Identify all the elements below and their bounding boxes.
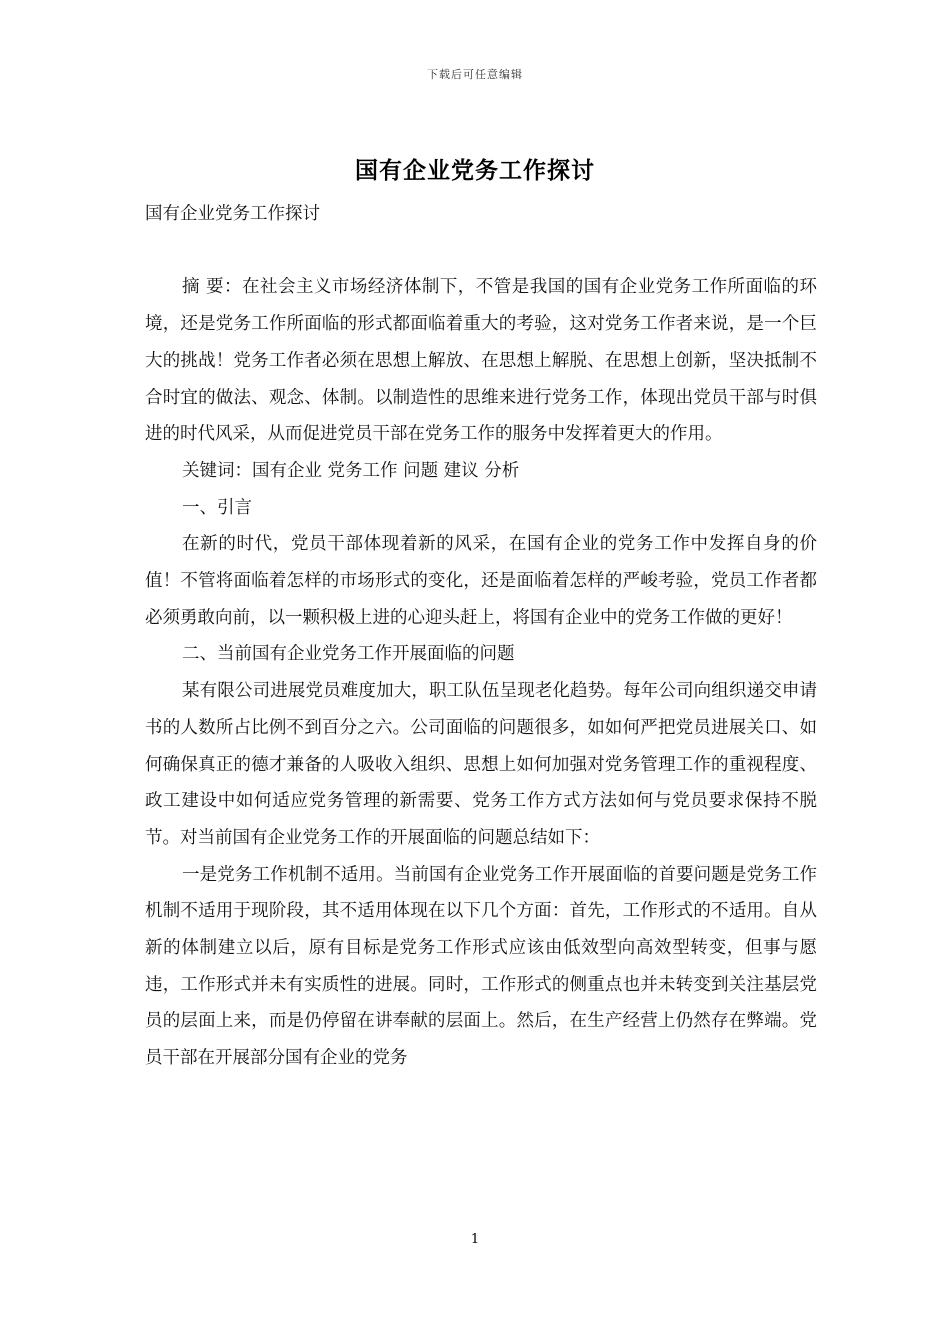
page-header-note: 下载后可任意编辑 <box>427 68 523 81</box>
keywords-paragraph: 关键词：国有企业 党务工作 问题 建议 分析 <box>182 460 520 481</box>
section-heading-introduction: 一、引言 <box>182 497 252 518</box>
problems-paragraph: 某有限公司进展党员难度加大，职工队伍呈现老化趋势。每年公司向组织递交申请书的人数所占比例不到百分之六。公司面临的问题很多，如如何严把党员进展关口、如何确保真正的德才兼备的人吸收入组织、思想上如何加强对党务管理工作的重视程度、政工建设中如何适应党务管理的新需要、党务工作方式方法如何与党员要求保持不脱节。对当前国有企业党务工作的开展面临的问题总结如下： <box>145 681 817 848</box>
document-title: 国有企业党务工作探讨 <box>355 157 595 184</box>
page-number: 1 <box>470 1232 480 1247</box>
document-subtitle: 国有企业党务工作探讨 <box>145 204 320 224</box>
document-body <box>145 196 817 1077</box>
abstract-paragraph: 摘 要：在社会主义市场经济体制下，不管是我国的国有企业党务工作所面临的环境，还是党务工作所面临的形式都面临着重大的考验，这对党务工作者来说，是一个巨大的挑战！党务工作者必须在思想上解放、在思想上解脱、在思想上创新，坚决抵制不合时宜的做法、观念、体制。以制造性的思维来进行党务工作，体现出党员干部与时俱进的时代风采，从而促进党员干部在党务工作的服务中发挥着更大的作用。 <box>145 277 817 445</box>
mechanism-paragraph: 一是党务工作机制不适用。当前国有企业党务工作开展面临的首要问题是党务工作机制不适用于现阶段，其不适用体现在以下几个方面：首先，工作形式的不适用。自从新的体制建立以后，原有目标是党务工作形式应该由低效型向高效型转变，但事与愿违，工作形式并未有实质性的进展。同时，工作形式的侧重点也并未转变到关注基层党员的层面上来，而是仍停留在讲奉献的层面上。然后，在生产经营上仍然存在弊端。党员干部在开展部分国有企业的党务 <box>145 864 817 1069</box>
blank-line <box>145 233 817 270</box>
introduction-paragraph: 在新的时代，党员干部体现着新的风采，在国有企业的党务工作中发挥自身的价值！不管将面临着怎样的市场形式的变化，还是面临着怎样的严峻考验，党员工作者都必须勇敢向前，以一颗积极上进的心迎头赶上，将国有企业中的党务工作做的更好！ <box>145 534 817 628</box>
section-heading-problems: 二、当前国有企业党务工作开展面临的问题 <box>182 644 515 665</box>
